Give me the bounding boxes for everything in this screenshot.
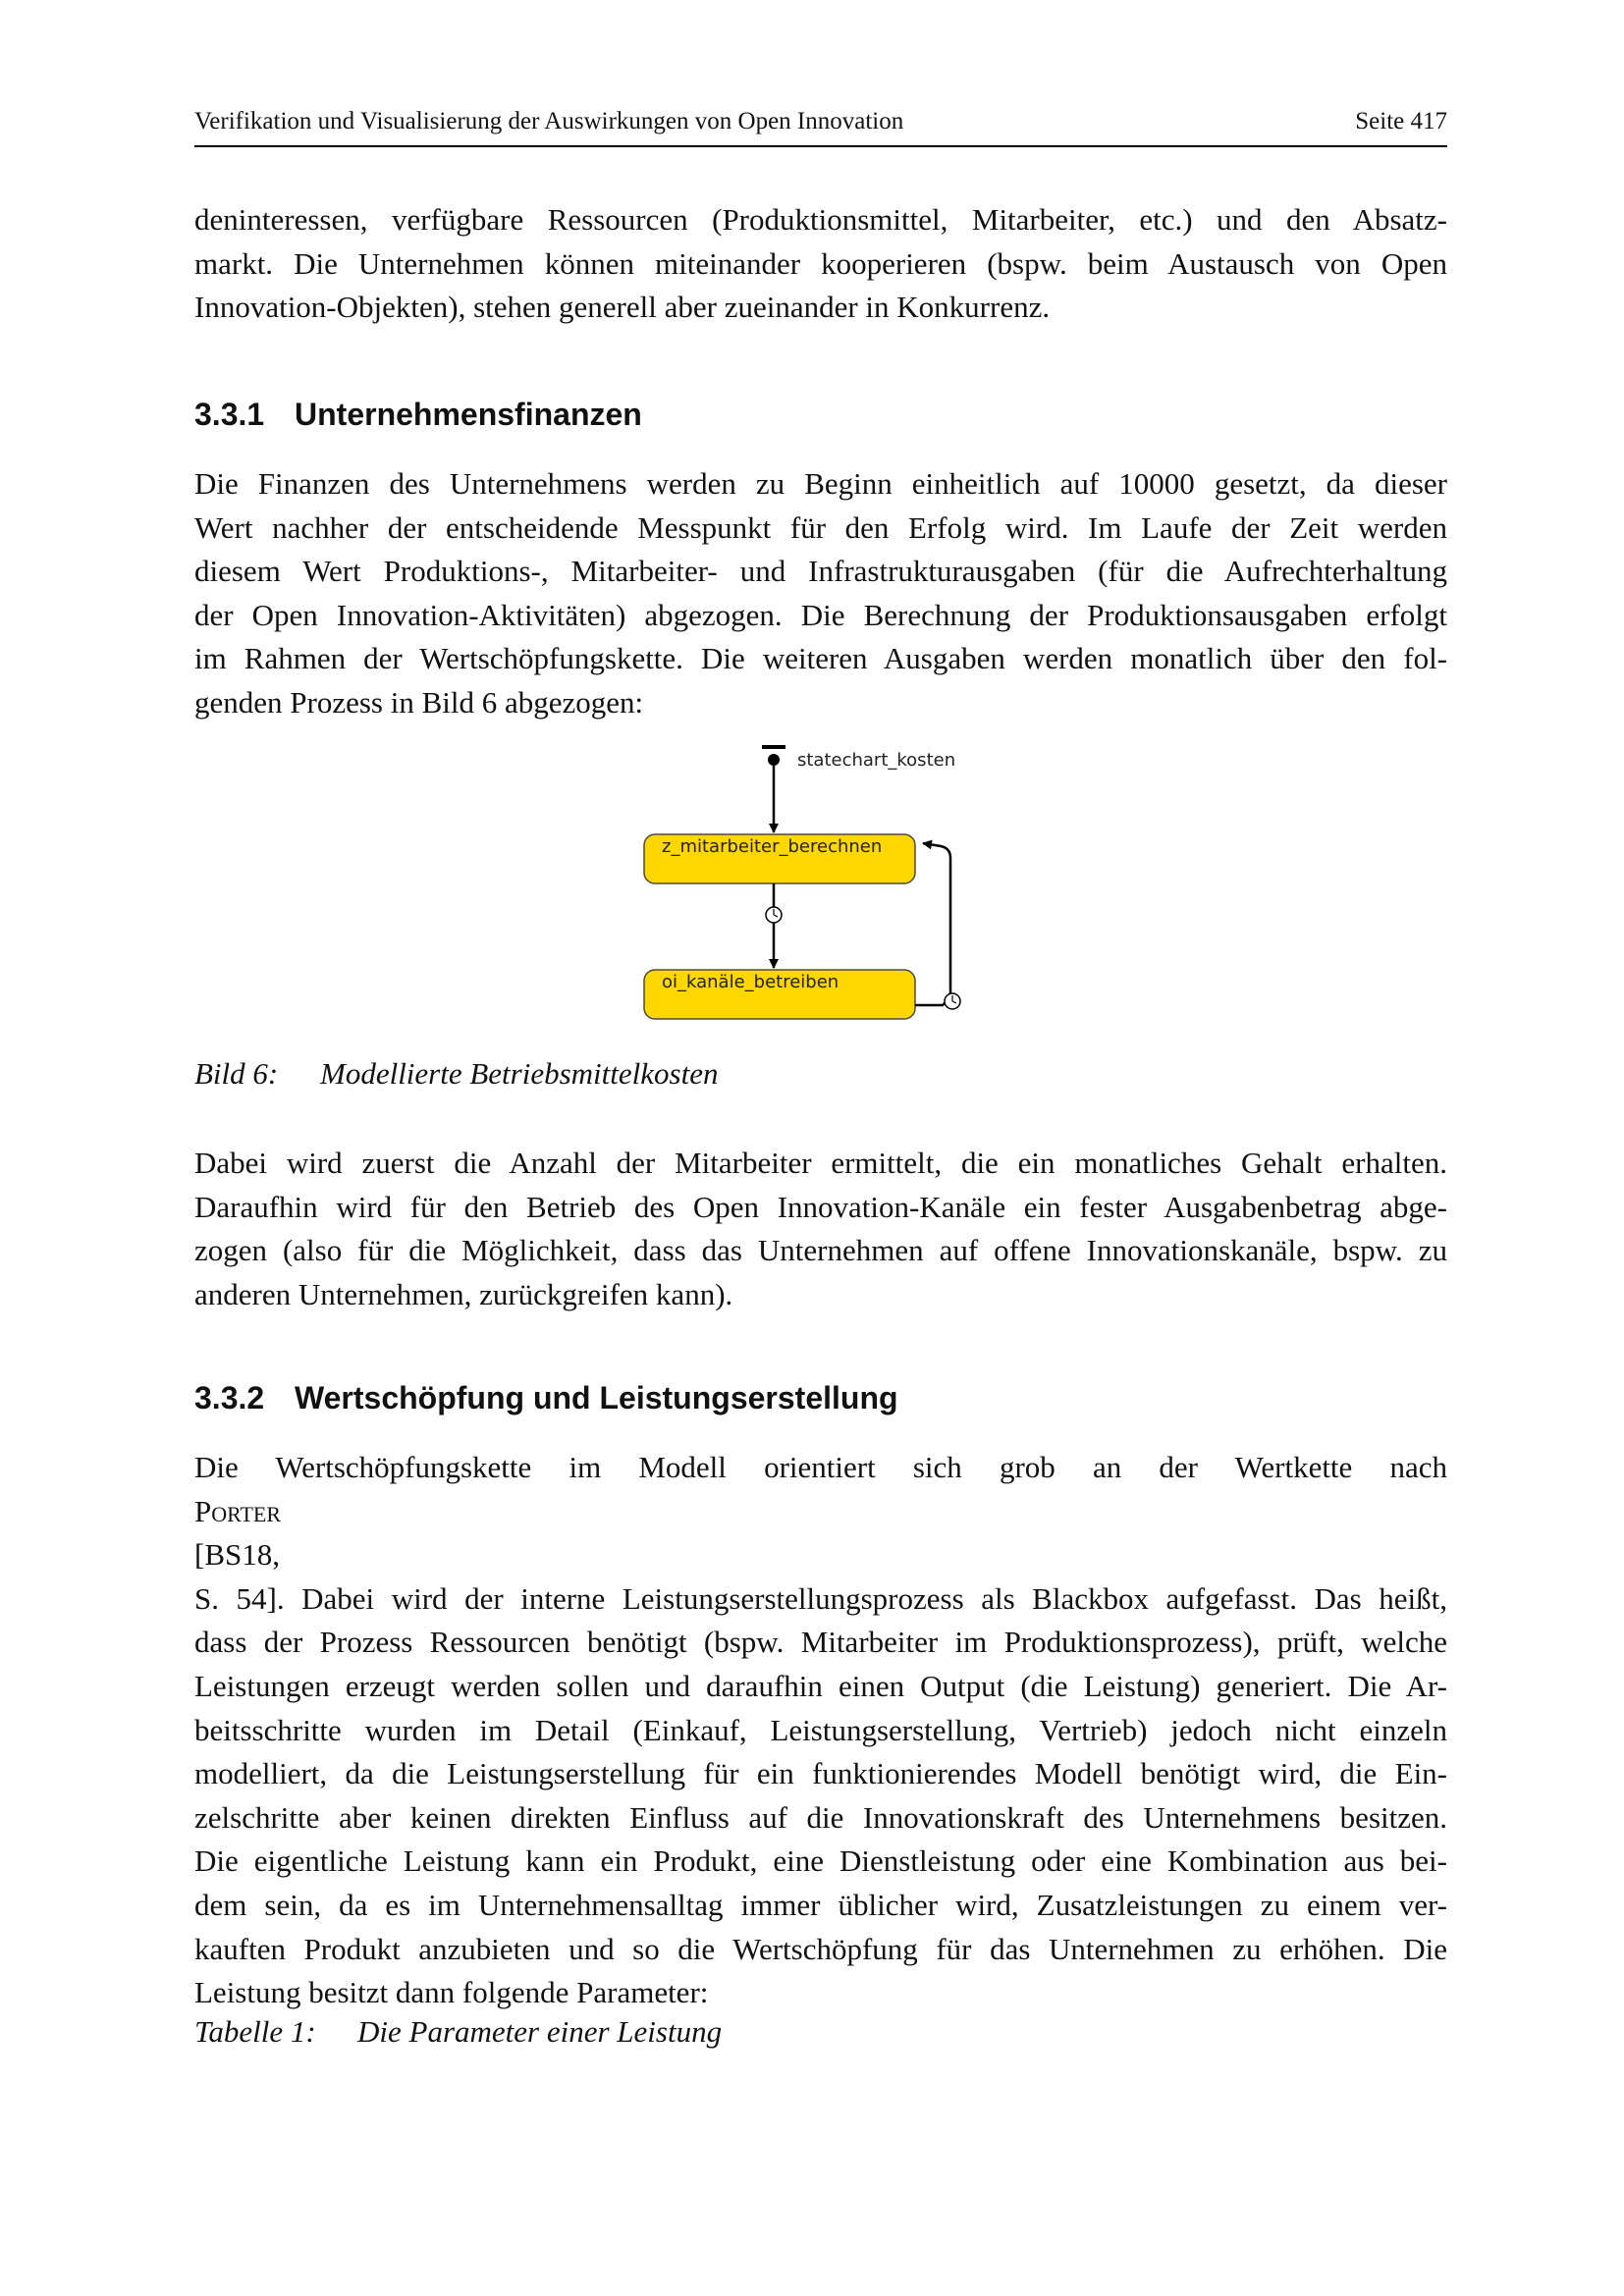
text-line: genden Prozess in Bild 6 abgezogen:: [194, 684, 644, 720]
header-title: Verifikation und Visualisierung der Auswirkungen von Open Innovation: [194, 108, 904, 134]
section-heading-3-3-2: [194, 1380, 898, 1416]
state-label: oi_kanäle_betreiben: [662, 972, 839, 992]
caption-text: Modellierte Betriebsmittelkosten: [320, 1056, 719, 1091]
wertschoepfung-paragraph: [194, 1446, 1447, 2015]
text-line: Innovation-Objekten), stehen generell aber zueinander in Konkurrenz.: [194, 290, 1051, 325]
text-line: S. 54]. Dabei wird der interne Leistungserstellungsprozess als Blackbox aufgefasst. Das heißt,: [194, 1580, 1447, 1616]
text-line: Die Finanzen des Unternehmens werden zu Beginn einheitlich auf 10000 gesetzt, da dieser: [194, 466, 1447, 501]
text-line: anderen Unternehmen, zurückgreifen kann).: [194, 1276, 733, 1311]
section-heading-3-3-1: [194, 397, 642, 433]
entry-point-dot: [768, 754, 780, 766]
figure-caption: [194, 1056, 718, 1092]
text-line: Dabei wird zuerst die Anzahl der Mitarbeiter ermittelt, die ein monatliches Gehalt erhalten.: [194, 1146, 1447, 1180]
caption-label: Tabelle 1:: [194, 2014, 316, 2049]
loop-transition-arrow: [915, 843, 950, 1005]
text-line: beitsschritte wurden im Detail (Einkauf, Leistungserstellung, Vertrieb) jedoch nicht einzeln: [194, 1712, 1447, 1747]
section-title: Wertschöpfung und Leistungserstellung: [295, 1380, 898, 1415]
caption-text: Die Parameter einer Leistung: [357, 2014, 723, 2049]
section-number: 3.3.1: [194, 397, 265, 432]
text-line: Die eigentliche Leistung kann ein Produkt, eine Dienstleistung oder eine Kombination aus bei-: [194, 1843, 1447, 1879]
state-label: z_mitarbeiter_berechnen: [662, 836, 883, 857]
statechart-diagram: [628, 738, 982, 1033]
caption-label: Bild 6:: [194, 1056, 279, 1091]
section-title: Unternehmensfinanzen: [295, 397, 642, 432]
text-line: markt. Die Unternehmen können miteinander kooperieren (bspw. beim Austausch von Open: [194, 245, 1447, 281]
text-line: modelliert, da die Leistungserstellung für ein funktionierendes Modell benötigt wird, die Ein-: [194, 1756, 1447, 1791]
text-line: der Open Innovation-Aktivitäten) abgezogen. Die Berechnung der Produktionsausgaben erfolgt: [194, 597, 1447, 632]
text-line: Leistungen erzeugt werden sollen und daraufhin einen Output (die Leistung) generiert. Die Ar-: [194, 1668, 1447, 1703]
section-number: 3.3.2: [194, 1380, 265, 1415]
text-line: kauften Produkt anzubieten und so die Wertschöpfung für das Unternehmen zu erhöhen. Die: [194, 1931, 1447, 1966]
text-line: zogen (also für die Möglichkeit, dass das Unternehmen auf offene Innovationskanäle, bspw. zu: [194, 1233, 1447, 1268]
text-line: im Rahmen der Wertschöpfungskette. Die weiteren Ausgaben werden monatlich über den fol-: [194, 641, 1447, 676]
finanzen-paragraph: [194, 462, 1447, 725]
text-line: diesem Wert Produktions-, Mitarbeiter- und Infrastrukturausgaben (für die Aufrechterhaltung: [194, 554, 1447, 589]
page-number: Seite 417: [1355, 108, 1447, 134]
text-line: deninteressen, verfügbare Ressourcen (Produktionsmittel, Mitarbeiter, etc.) und den Absatz-: [194, 202, 1447, 237]
dabei-paragraph: [194, 1142, 1447, 1316]
author-name: Porter: [194, 1493, 282, 1528]
text-line: Wert nachher der entscheidende Messpunkt für den Erfolg wird. Im Laufe der Zeit werden: [194, 509, 1447, 545]
table-caption: [194, 2014, 722, 2050]
text-line: Leistung besitzt dann folgende Parameter:: [194, 1975, 709, 2010]
intro-paragraph: [194, 198, 1447, 330]
text-run: Die Wertschöpfungskette im Modell orientiert sich grob an der Wertkette nach: [194, 1450, 1447, 1484]
text-line: dass der Prozess Ressourcen benötigt (bspw. Mitarbeiter im Produktionsprozess), prüft, welche: [194, 1625, 1447, 1660]
text-line: [194, 1446, 1447, 1577]
running-header: [194, 108, 1447, 147]
text-line: Daraufhin wird für den Betrieb des Open Innovation-Kanäle ein fester Ausgabenbetrag abge-: [194, 1189, 1447, 1224]
text-line: dem sein, da es im Unternehmensalltag immer üblicher wird, Zusatzleistungen zu einem ver-: [194, 1887, 1447, 1922]
entry-label: statechart_kosten: [797, 750, 956, 771]
text-line: zelschritte aber keinen direkten Einfluss auf die Innovationskraft des Unternehmens besitzen.: [194, 1799, 1447, 1835]
citation: [BS18,: [194, 1537, 280, 1573]
